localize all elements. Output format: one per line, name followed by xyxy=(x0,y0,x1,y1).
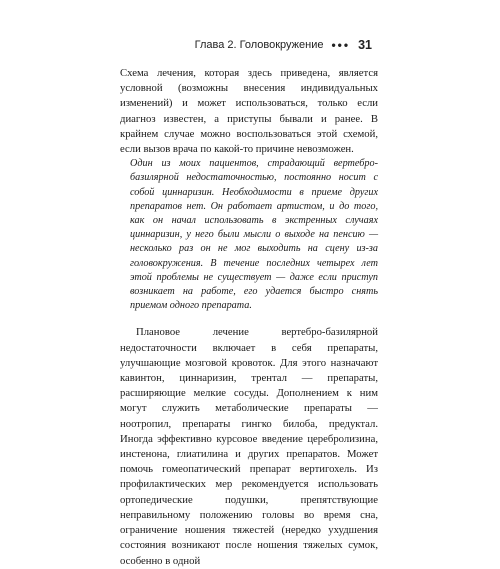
chapter-title: Глава 2. Головокружение xyxy=(194,39,324,51)
patient-case-quote: Один из моих пациентов, страдающий вертебро-базилярной недостаточностью, постоянно носит с собой циннаризин. Необходимости в приеме других препаратов нет. Он работает артистом, и до того, как он начал использовать в экстренных случаях циннаризин, у него были мысли о выходе на пенсию — несколько раз он не мог выходить на сцену из-за головокружения. В течение последних четырех лет этой проблемы не существует — даже если приступ возникает на работе, его удается быстро снять приемом одного препарата. xyxy=(130,158,378,312)
body-paragraph-1: Схема лечения, которая здесь приведена, является условной (возможны внесения индивидуальных изменений) и может использоваться, только если диагноз известен, а приступы бывали и ранее. В крайнем случае можно воспользоваться этой схемой, если вызов врача по какой-то причине невозможен. xyxy=(120,67,378,156)
body-paragraph-2: Плановое лечение вертебро-базилярной недостаточности включает в себя препараты, улучшающие мозговой кровоток. Для этого назначают кавинтон, циннаризин, трентал — препараты, расширяющие мелкие сосуды. Дополнением к ним могут служить метаболические препараты — ноотропил, препараты гингко билоба, предуктал. Иногда эффективно курсовое введение церебролизина, инстенона, глиатилина и других препаратов. Может помочь гомеопатический препарат вертигохель. Из профилактических мер рекомендуется использовать ортопедические подушки, препятствующие неправильному положению головы во время сна, ограничение ношения тяжестей (нередко ухудшения состояния возникают после ношения тяжелых сумок, особенно в одной xyxy=(120,326,378,567)
page-number: 31 xyxy=(358,38,372,52)
page-text-block xyxy=(120,66,378,569)
running-head xyxy=(195,38,372,52)
decorative-dots: ••• xyxy=(331,38,351,52)
